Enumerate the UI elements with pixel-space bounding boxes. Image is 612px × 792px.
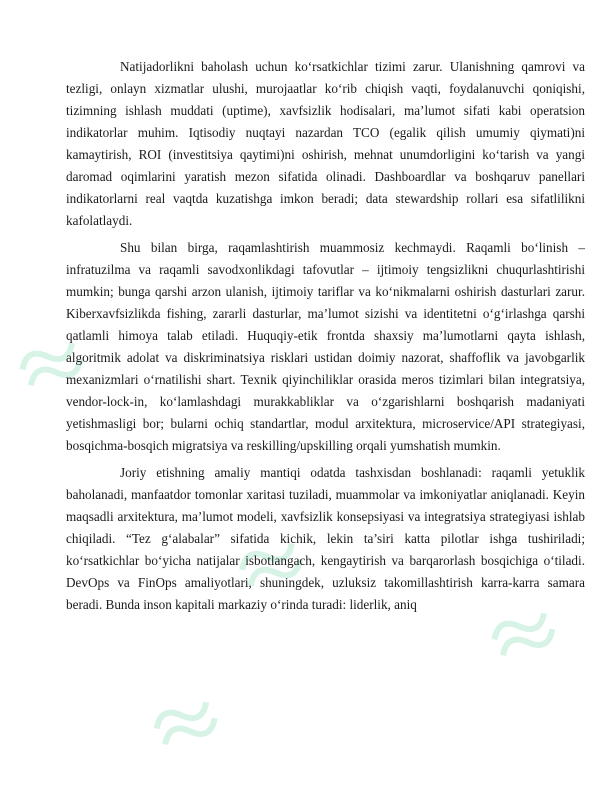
paragraph-1: Natijadorlikni baholash uchun ko‘rsatkichlar tizimi zarur. Ulanishning qamrovi va tezligi, onlayn xizmatlar ulushi, murojaatlar ko‘rib chiqish vaqti, foydalanuvchi qoniqishi, tizimning ishlash muddati (uptime), xavfsizlik hodisalari, ma’lumot sifati kabi operatsion indikatorlar muhim. Iqtisodiy nuqtayi nazardan TCO (egalik qilish umumiy qiymati)ni kamaytirish, ROI (investitsiya qaytimi)ni oshirish, mehnat unumdorligini ko‘tarish va yangi daromad oqimlarini yaratish mezon sifatida olinadi. Dashboardlar va boshqaruv panellari indikatorlarni real vaqtda kuzatishga imkon beradi; data stewardship rollari esa sifatlilikni kafolatlaydi. (66, 59, 585, 228)
document-body (66, 56, 585, 621)
paragraph-3: Joriy etishning amaliy mantiqi odatda tashxisdan boshlanadi: raqamli yetuklik baholanadi, manfaatdor tomonlar xaritasi tuziladi, muammolar va imkoniyatlar aniqlanadi. Keyin maqsadli arxitektura, ma’lumot modeli, xavfsizlik konsepsiyasi va integratsiya strategiyasi ishlab chiqiladi. “Tez g‘alabalar” sifatida kichik, lekin ta’siri katta pilotlar ishga tushiriladi; ko‘rsatkichlar bo‘yicha natijalar isbotlangach, kengaytirish va barqarorlash bosqichiga o‘tiladi. DevOps va FinOps amaliyotlari, shuningdek, uzluksiz takomillashtirish karra-karra samara beradi. Bunda inson kapitali markaziy o‘rinda turadi: liderlik, aniq (66, 465, 585, 612)
watermark-mark-4 (153, 694, 219, 752)
paragraph-2: Shu bilan birga, raqamlashtirish muammosiz kechmaydi. Raqamli bo‘linish – infratuzilma va raqamli savodxonlikdagi tafovutlar – ijtimoiy tengsizlikni chuqurlashtirishi mumkin; bunga qarshi arzon ulanish, ijtimoiy tariflar va ko‘nikmalarni oshirish dasturlari zarur. Kiberxavfsizlikda fishing, zararli dasturlar, ma’lumot sizishi va identitetni o‘g‘irlashga qarshi qatlamli himoya talab etiladi. Huquqiy-etik frontda shaxsiy ma’lumotlarni qayta ishlash, algoritmik adolat va diskriminatsiya risklari ustidan doimiy nazorat, shaffoflik va javobgarlik mexanizmlari o‘rnatilishi shart. Texnik qiyinchiliklar orasida meros tizimlari bilan integratsiya, vendor-lock-in, ko‘lamlashdagi murakkabliklar va o‘zgarishlarni boshqarish madaniyati yetishmasligi bor; bularni ochiq standartlar, modul arxitektura, microservice/API strategiyasi, bosqichma-bosqich migratsiya va reskilling/upskilling orqali yumshatish mumkin. (66, 240, 585, 453)
